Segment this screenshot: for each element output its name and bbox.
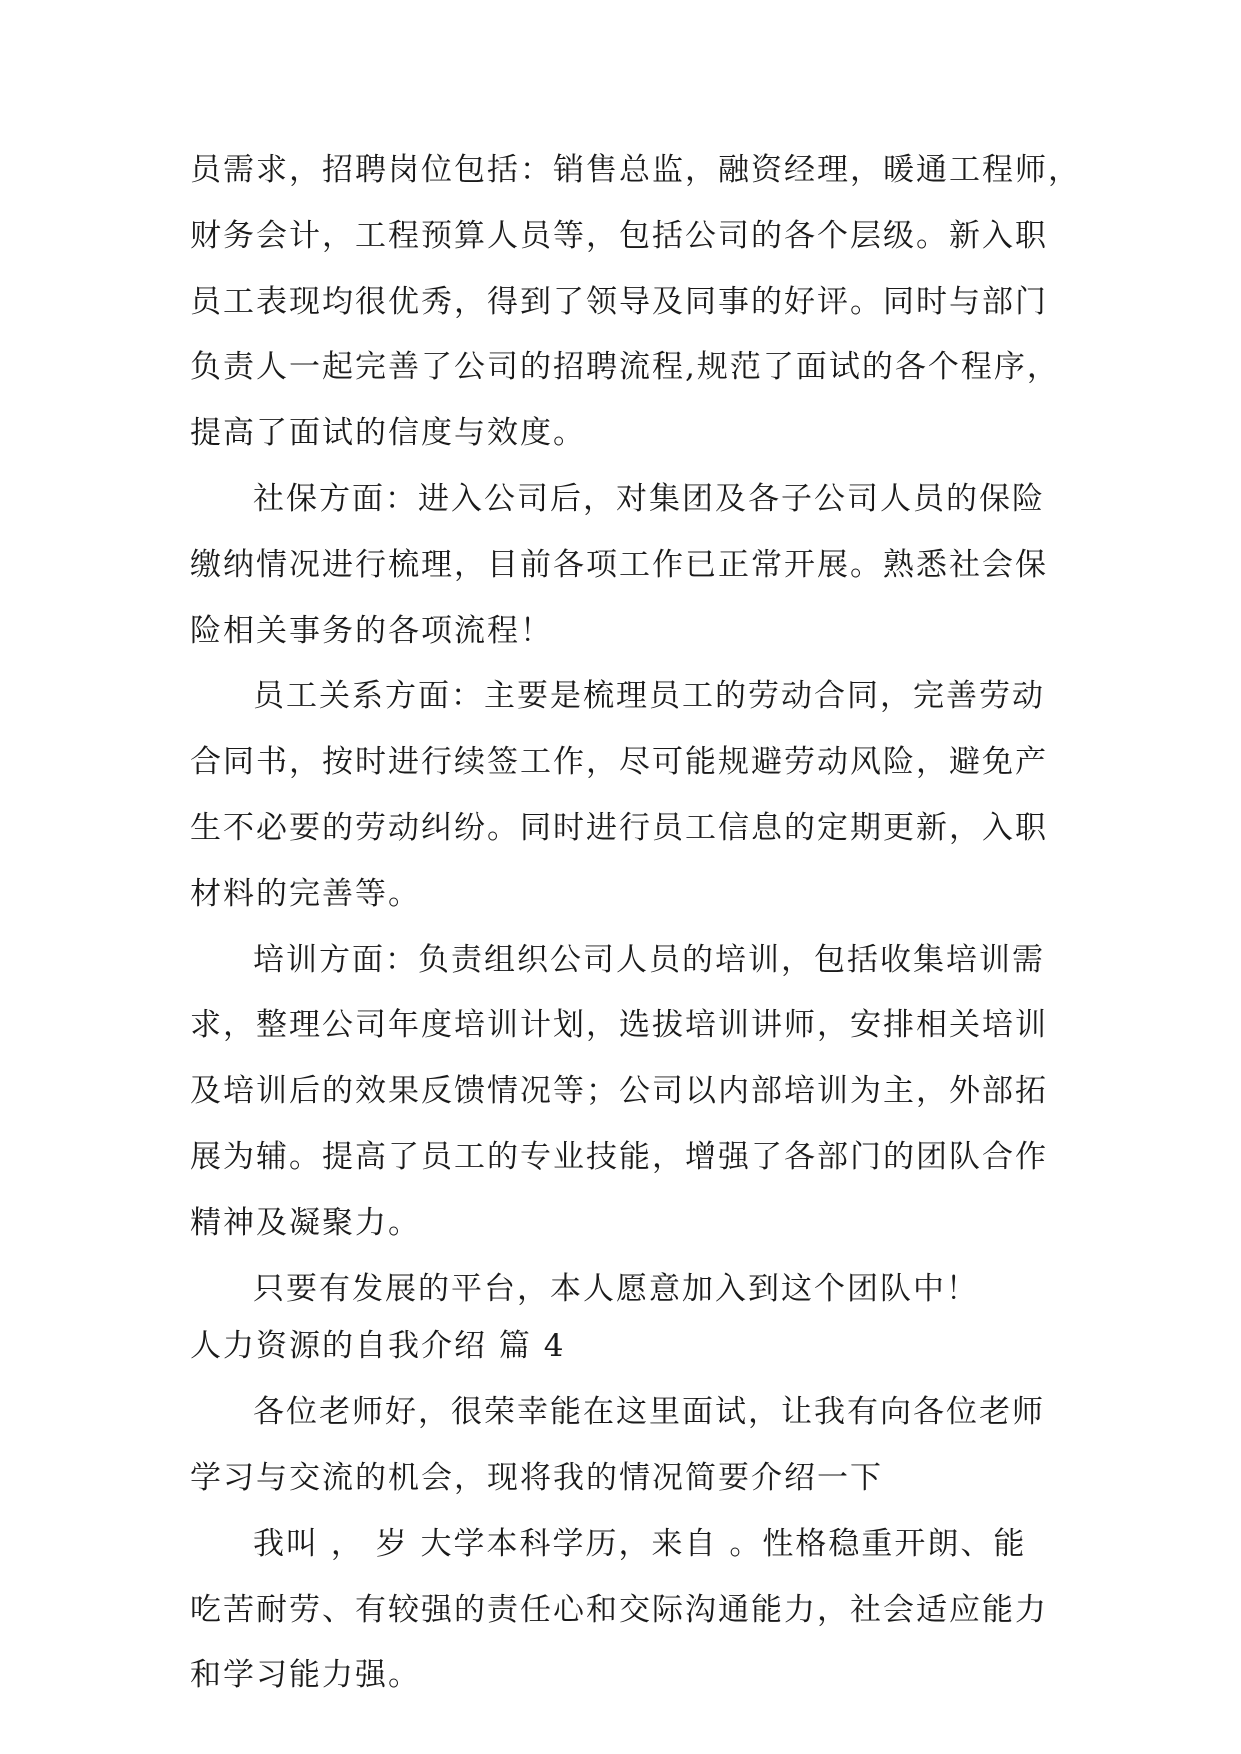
text-line: 学习与交流的机会，现将我的情况简要介绍一下	[190, 1460, 883, 1496]
text-line: 合同书，按时进行续签工作，尽可能规避劳动风险，避免产	[190, 744, 1048, 780]
text-line: 精神及凝聚力。	[190, 1205, 421, 1241]
paragraph-first-line: 员工关系方面：主要是梳理员工的劳动合同，完善劳动	[253, 678, 1045, 714]
text-line: 展为辅。提高了员工的专业技能，增强了各部门的团队合作	[190, 1139, 1048, 1175]
text-line: 员需求，招聘岗位包括：销售总监，融资经理，暖通工程师，	[190, 152, 1081, 188]
text-line: 生不必要的劳动纠纷。同时进行员工信息的定期更新，入职	[190, 810, 1048, 846]
text-line: 和学习能力强。	[190, 1657, 421, 1693]
text-line: 财务会计，工程预算人员等，包括公司的各个层级。新入职	[190, 218, 1048, 254]
text-line: 负责人一起完善了公司的招聘流程,规范了面试的各个程序，	[190, 349, 1060, 385]
section-heading: 人力资源的自我介绍 篇 4	[190, 1328, 566, 1364]
text-line: 缴纳情况进行梳理，目前各项工作已正常开展。熟悉社会保	[190, 547, 1048, 583]
paragraph-first-line: 社保方面：进入公司后，对集团及各子公司人员的保险	[253, 481, 1045, 517]
text-line: 及培训后的效果反馈情况等；公司以内部培训为主，外部拓	[190, 1073, 1048, 1109]
text-line: 材料的完善等。	[190, 876, 421, 912]
paragraph-first-line: 培训方面：负责组织公司人员的培训，包括收集培训需	[253, 942, 1045, 978]
text-line: 求，整理公司年度培训计划，选拔培训讲师，安排相关培训	[190, 1007, 1048, 1043]
text-line: 险相关事务的各项流程！	[190, 613, 553, 649]
paragraph-first-line: 只要有发展的平台，本人愿意加入到这个团队中！	[253, 1271, 979, 1307]
paragraph-first-line: 各位老师好，很荣幸能在这里面试，让我有向各位老师	[253, 1394, 1045, 1430]
paragraph-first-line: 我叫 ， 岁 大学本科学历，来自 。性格稳重开朗、能	[253, 1526, 1027, 1562]
text-line: 员工表现均很优秀，得到了领导及同事的好评。同时与部门	[190, 284, 1048, 320]
text-line: 吃苦耐劳、有较强的责任心和交际沟通能力，社会适应能力	[190, 1592, 1048, 1628]
text-line: 提高了面试的信度与效度。	[190, 415, 586, 451]
